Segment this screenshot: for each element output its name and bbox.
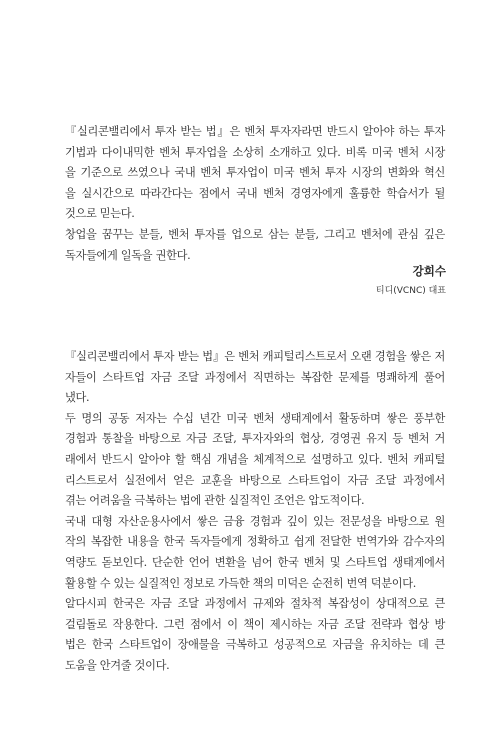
- rec2-line: 『실리콘밸리에서 투자 받는 법』은 벤처 캐피털리스트로서 오랜 경험을 쌓은 저: [65, 350, 445, 363]
- rec2-line: 법은 한국 스타트업이 장애물을 극복하고 성공적으로 자금을 유치하는 데 큰: [65, 638, 445, 652]
- rec2-line: 두 명의 공동 저자는 수십 년간 미국 벤처 생태계에서 활동하며 쌓은 풍부한: [65, 411, 445, 425]
- author-name: 강희수: [412, 264, 446, 278]
- rec2-line: 리스트로서 실전에서 얻은 교훈을 바탕으로 스타트업이 자금 조달 과정에서: [65, 473, 445, 487]
- rec1-line: 기법과 다이내믹한 벤처 투자업을 소상히 소개하고 있다. 비록 미국 벤처 시장: [65, 145, 445, 159]
- rec2-line: 활용할 수 있는 실질적인 정보로 가득한 책의 미덕은 순전히 번역 덕분이다.: [65, 576, 417, 590]
- rec2-line: 래에서 반드시 알아야 할 핵심 개념을 체계적으로 설명하고 있다. 벤처 캐피털: [65, 452, 445, 466]
- rec2-line: 작의 복잡한 내용을 한국 독자들에게 정확하고 쉽게 전달한 번역가와 감수자의: [65, 535, 445, 549]
- rec1-line: 『실리콘밸리에서 투자 받는 법』은 벤처 투자자라면 반드시 알아야 하는 투자: [65, 125, 445, 138]
- rec2-line: 도움을 안겨줄 것이다.: [65, 658, 170, 672]
- rec2-line: 자들이 스타트업 자금 조달 과정에서 직면하는 복잡한 문제를 명쾌하게 풀어: [65, 370, 445, 384]
- rec2-line: 겪는 어려움을 극복하는 법에 관한 실질적인 조언은 압도적이다.: [65, 494, 365, 508]
- rec2-line: 경험과 통찰을 바탕으로 자금 조달, 투자자와의 협상, 경영권 유지 등 벤처 거: [65, 432, 445, 446]
- rec1-line: 을 실시간으로 따라간다는 점에서 국내 벤처 경영자에게 훌륭한 학습서가 될: [65, 186, 445, 200]
- rec1-line: 독자들에게 일독을 권한다.: [65, 248, 191, 262]
- rec2-line: 냈다.: [65, 391, 90, 405]
- author-title: 티디(VCNC) 대표: [375, 286, 446, 296]
- recommendation-1: [65, 122, 445, 266]
- rec2-line: 걸림돌로 작용한다. 그런 점에서 이 책이 제시하는 자금 조달 전략과 협상 방: [65, 617, 445, 631]
- rec1-line: 것으로 믿는다.: [65, 207, 135, 221]
- rec2-line: 알다시피 한국은 자금 조달 과정에서 규제와 절차적 복잡성이 상대적으로 큰: [65, 597, 445, 611]
- rec2-line: 국내 대형 자산운용사에서 쌓은 금융 경험과 깊이 있는 전문성을 바탕으로 원: [65, 514, 445, 528]
- rec1-line: 을 기준으로 쓰였으나 국내 벤처 투자업이 미국 벤처 투자 시장의 변화와 혁신: [65, 166, 445, 180]
- recommendation-2: [65, 347, 445, 677]
- rec1-line: 창업을 꿈꾸는 분들, 벤처 투자를 업으로 삼는 분들, 그리고 벤처에 관심 깊은: [65, 227, 445, 241]
- rec2-line: 역량도 돋보인다. 단순한 언어 변환을 넘어 한국 벤처 및 스타트업 생태계에서: [65, 555, 445, 569]
